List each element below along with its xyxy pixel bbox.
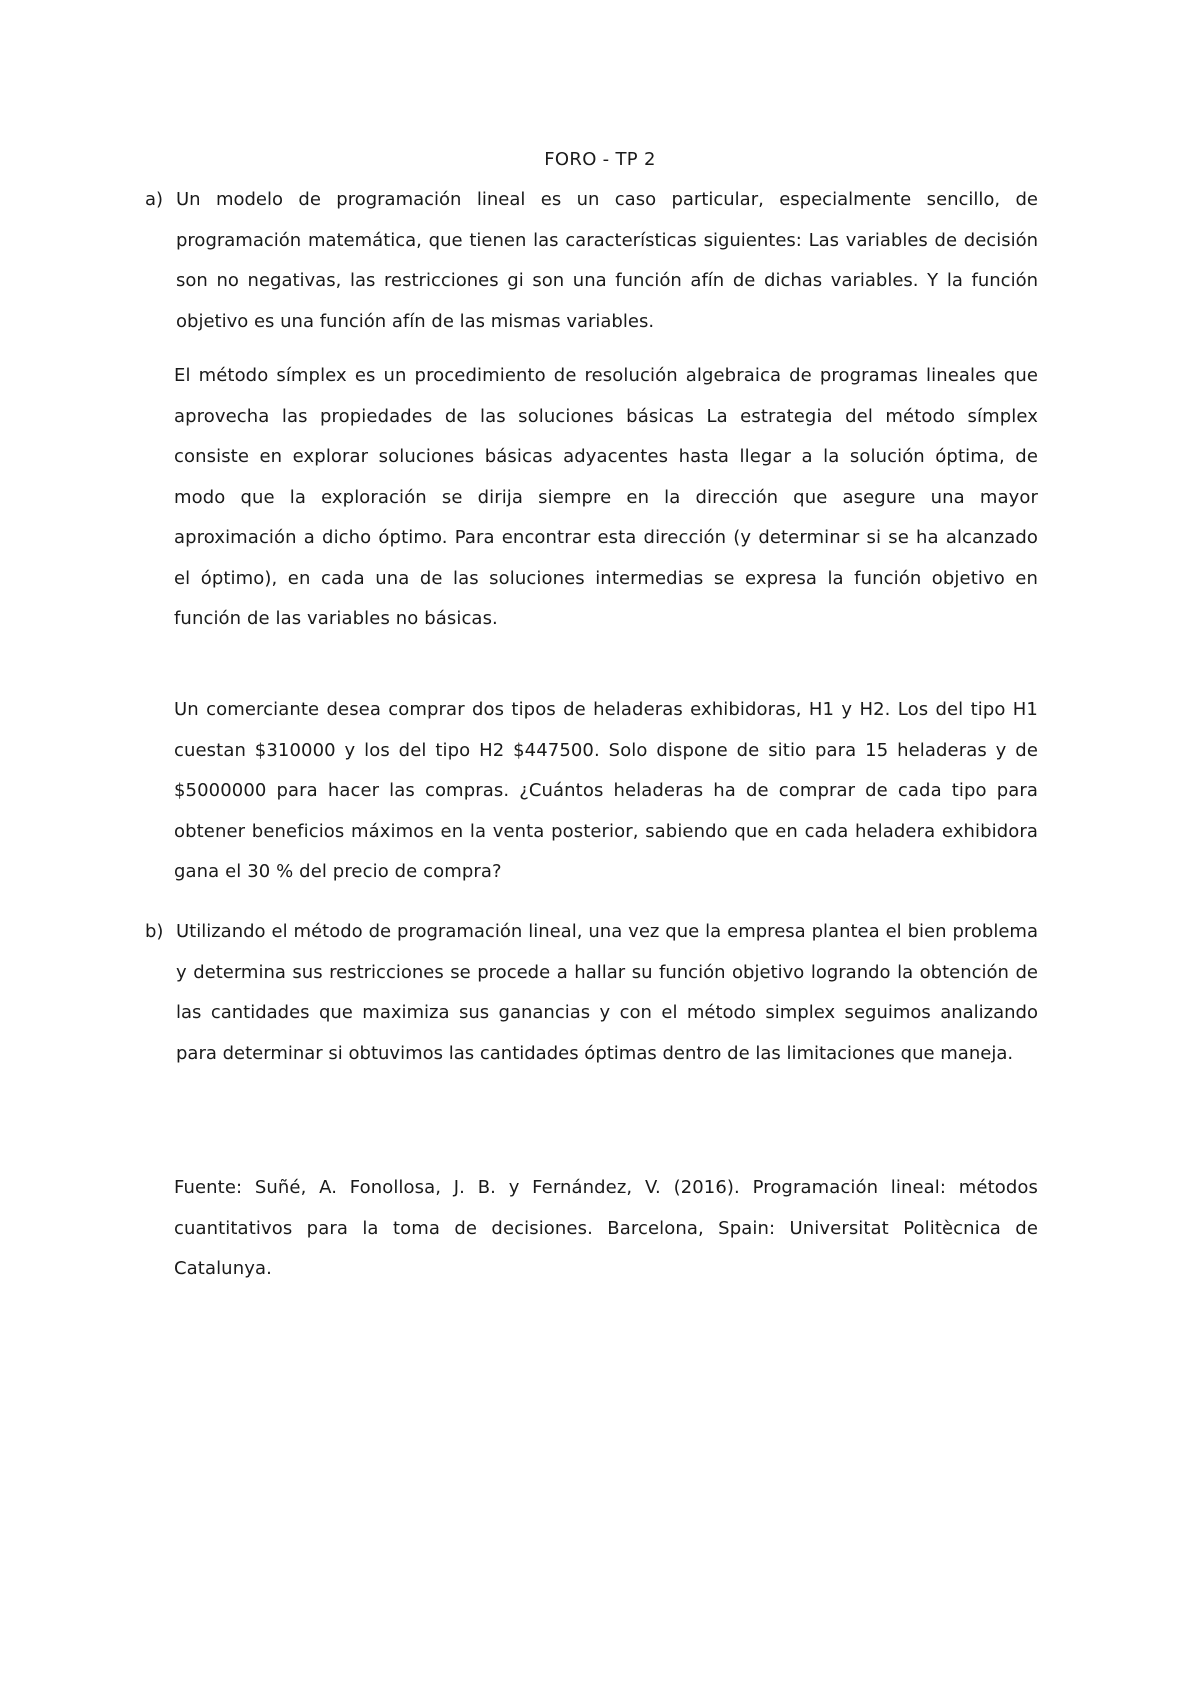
list-marker-a: a) [145,189,164,210]
paragraph-problem: Un comerciante desea comprar dos tipos de heladeras exhibidoras, H1 y H2. Los del tipo H1 cuestan $310000 y los del tipo H2 $447500. Solo dispone de sitio para 15 heladeras y de $5000000 para hacer las compras. ¿Cuántos heladeras ha de comprar de cada tipo para obtener beneficios máximos en la venta posterior, sabiendo que en cada heladera exhibidora gana el 30 % del precio de compra? [174,699,1038,882]
list-item-b [145,912,1038,1074]
list-text-a: Un modelo de programación lineal es un caso particular, especialmente sencillo, de programación matemática, que tienen las características siguientes: Las variables de decisión son no negativas, las restricciones gi son una función afín de dichas variables. Y la función objetivo es una función afín de las mismas variables. [176,189,1038,332]
page-title: FORO - TP 2 [544,149,656,170]
list-item-a [145,180,1038,342]
list-text-b: Utilizando el método de programación lineal, una vez que la empresa plantea el bien problema y determina sus restricciones se procede a hallar su función objetivo logrando la obtención de las cantidades que maximiza sus ganancias y con el método simplex seguimos analizando para determinar si obtuvimos las cantidades óptimas dentro de las limitaciones que maneja. [176,921,1038,1064]
list-marker-b: b) [145,921,164,942]
source-citation: Fuente: Suñé, A. Fonollosa, J. B. y Fernández, V. (2016). Programación lineal: métodos cuantitativos para la toma de decisiones. Barcelona, Spain: Universitat Politècnica de Catalunya. [174,1177,1038,1279]
paragraph-simplex: El método símplex es un procedimiento de resolución algebraica de programas lineales que aprovecha las propiedades de las soluciones básicas La estrategia del método símplex consiste en explorar soluciones básicas adyacentes hasta llegar a la solución óptima, de modo que la exploración se dirija siempre en la dirección que asegure una mayor aproximación a dicho óptimo. Para encontrar esta dirección (y determinar si se ha alcanzado el óptimo), en cada una de las soluciones intermedias se expresa la función objetivo en función de las variables no básicas. [174,365,1038,629]
